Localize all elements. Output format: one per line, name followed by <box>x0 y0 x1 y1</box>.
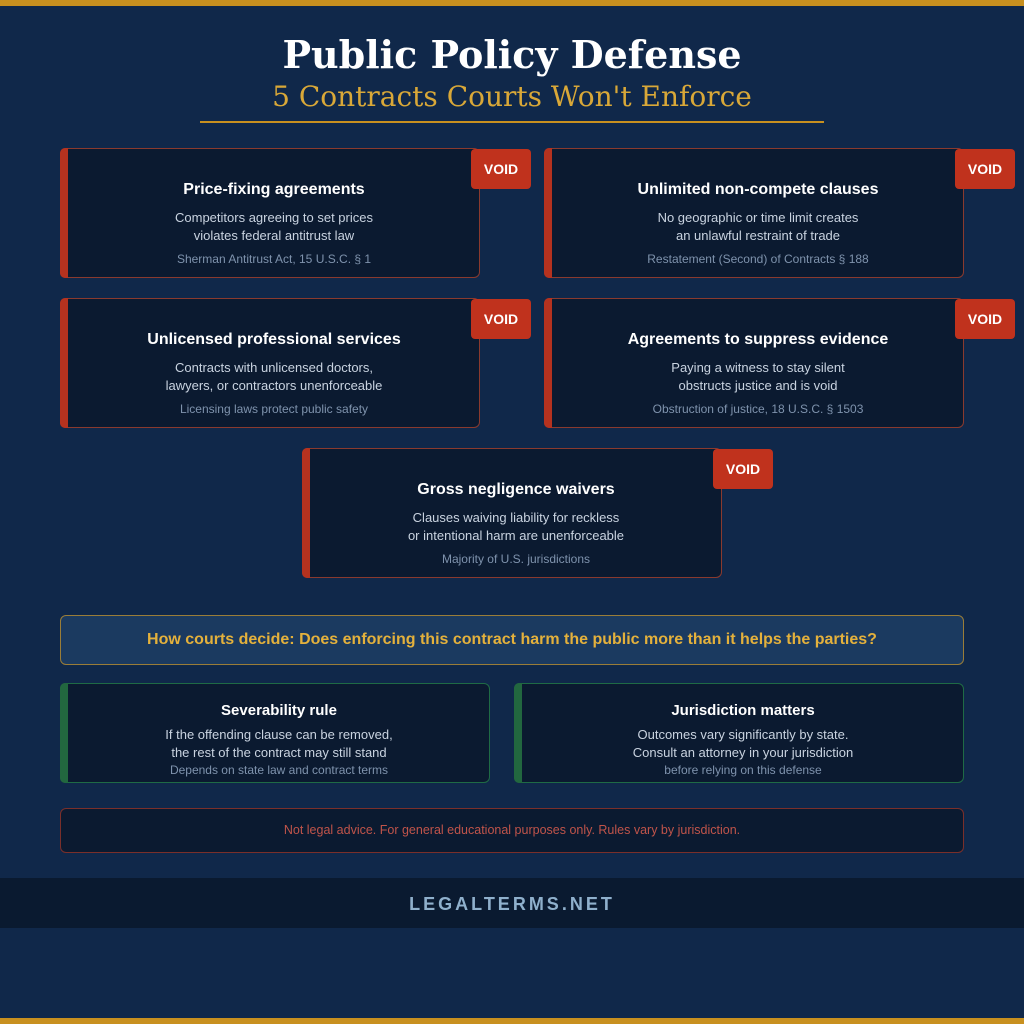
card-description-line: lawyers, or contractors unenforceable <box>165 378 383 393</box>
guidance-card-severability <box>60 683 490 783</box>
page-title: Public Policy Defense <box>282 32 742 77</box>
card-description-line: or intentional harm are unenforceable <box>407 528 625 543</box>
void-badge: VOID <box>955 299 1015 339</box>
card-description <box>553 209 963 245</box>
void-badge: VOID <box>471 299 531 339</box>
guidance-note: before relying on this defense <box>664 763 822 777</box>
guidance-description-line: If the offending clause can be removed, <box>165 727 393 742</box>
card-title: Unlimited non-compete clauses <box>637 181 879 198</box>
guidance-description-line: Outcomes vary significantly by state. <box>637 727 849 742</box>
card-description <box>69 209 479 245</box>
card-accent-stripe <box>60 298 68 428</box>
card-title: Price-fixing agreements <box>183 181 365 198</box>
card-accent-stripe <box>60 148 68 278</box>
card-description-line: Paying a witness to stay silent <box>671 360 845 375</box>
guidance-title: Jurisdiction matters <box>671 702 815 719</box>
card-citation: Obstruction of justice, 18 U.S.C. § 1503 <box>652 402 864 416</box>
footer-site-name: LEGALTERMS.NET <box>0 878 1024 928</box>
contract-card-price-fixing <box>60 148 519 278</box>
contract-card-negligence-waivers <box>302 448 761 578</box>
card-citation: Sherman Antitrust Act, 15 U.S.C. § 1 <box>176 252 372 266</box>
guidance-title: Severability rule <box>221 702 337 719</box>
card-accent-stripe <box>302 448 310 578</box>
card-accent-stripe <box>514 683 522 783</box>
guidance-description <box>523 726 963 762</box>
bottom-accent-bar <box>0 1018 1024 1024</box>
card-accent-stripe <box>544 148 552 278</box>
card-citation: Majority of U.S. jurisdictions <box>441 552 591 566</box>
contract-card-non-compete <box>544 148 1003 278</box>
card-description-line: obstructs justice and is void <box>678 378 838 393</box>
card-description-line: violates federal antitrust law <box>193 228 355 243</box>
guidance-description <box>69 726 489 762</box>
void-badge: VOID <box>471 149 531 189</box>
void-badge: VOID <box>955 149 1015 189</box>
top-accent-bar <box>0 0 1024 6</box>
card-description-line: an unlawful restraint of trade <box>675 228 841 243</box>
card-title: Unlicensed professional services <box>147 331 401 348</box>
guidance-note: Depends on state law and contract terms <box>169 763 389 777</box>
guidance-description-line: the rest of the contract may still stand <box>171 745 387 760</box>
card-citation: Restatement (Second) of Contracts § 188 <box>647 252 869 266</box>
card-accent-stripe <box>544 298 552 428</box>
card-description <box>69 359 479 395</box>
card-citation: Licensing laws protect public safety <box>179 402 369 416</box>
contract-card-suppress-evidence <box>544 298 1003 428</box>
card-title: Agreements to suppress evidence <box>627 331 889 348</box>
card-description-line: No geographic or time limit creates <box>657 210 859 225</box>
guidance-description-line: Consult an attorney in your jurisdiction <box>632 745 854 760</box>
title-divider <box>200 121 824 123</box>
courts-decide-question: How courts decide: Does enforcing this contract harm the public more than it helps the parties? <box>60 615 964 665</box>
card-description-line: Clauses waiving liability for reckless <box>412 510 620 525</box>
card-accent-stripe <box>60 683 68 783</box>
guidance-card-jurisdiction <box>514 683 964 783</box>
card-description <box>553 359 963 395</box>
card-description-line: Competitors agreeing to set prices <box>175 210 373 225</box>
card-title: Gross negligence waivers <box>417 481 615 498</box>
contract-card-unlicensed-services <box>60 298 519 428</box>
card-description-line: Contracts with unlicensed doctors, <box>175 360 373 375</box>
void-badge: VOID <box>713 449 773 489</box>
card-description <box>311 509 721 545</box>
page-subtitle: 5 Contracts Courts Won't Enforce <box>272 80 752 113</box>
disclaimer: Not legal advice. For general educational purposes only. Rules vary by jurisdiction. <box>60 808 964 853</box>
